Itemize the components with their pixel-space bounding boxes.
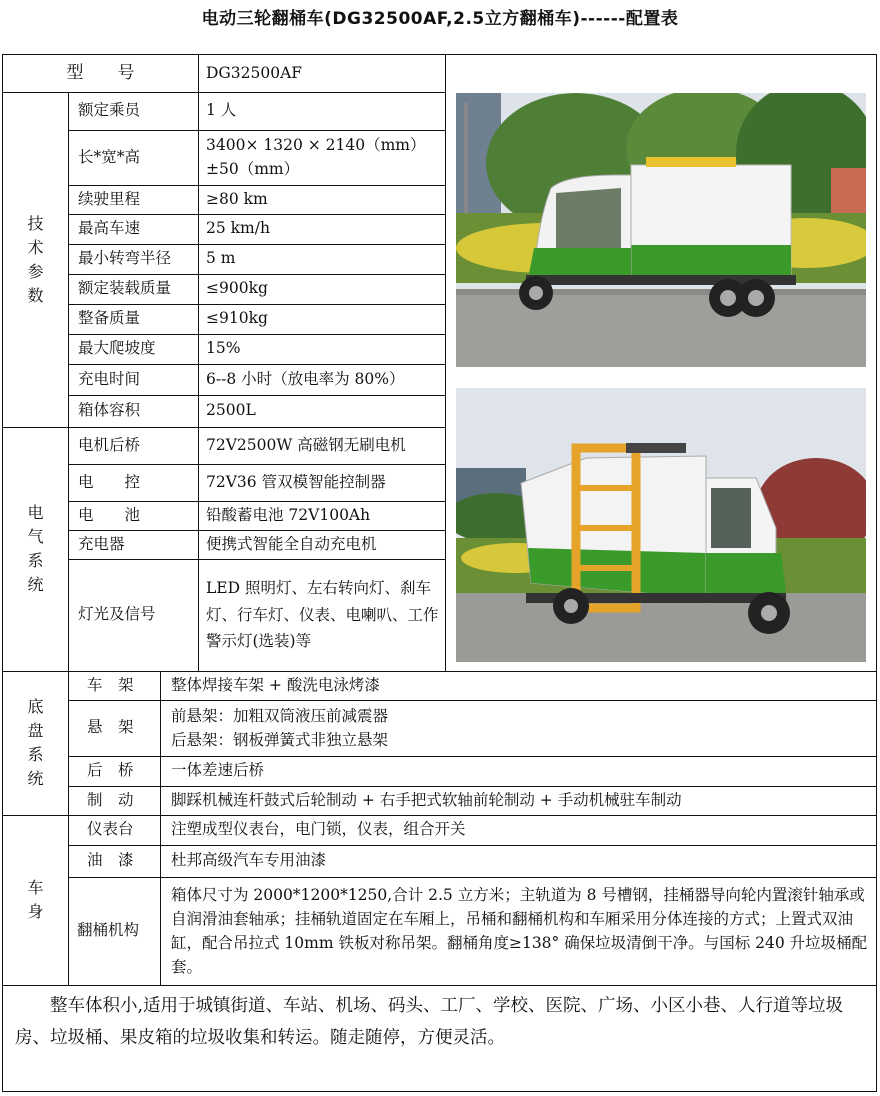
spec-sheet	[2, 54, 877, 1092]
chassis-label: 后 桥	[87, 761, 134, 780]
truck-photo-rear	[456, 388, 866, 662]
tech-value: 15%	[206, 339, 241, 358]
chassis-value: 一体差速后桥	[171, 761, 265, 780]
chassis-value: 前悬架：加粗双筒液压前减震器	[171, 706, 389, 725]
footer-description: 整车体积小,适用于城镇街道、车站、机场、码头、工厂、学校、医院、广场、小区小巷、人行道等垃圾房、垃圾桶、果皮箱的垃圾收集和转运。随走随停，方便灵活。	[15, 996, 844, 1048]
tech-label: 额定乘员	[78, 101, 141, 120]
elec-value: LED 照明灯、左右转向灯、刹车灯、行车灯、仪表、电喇叭、工作警示灯(选装)等	[206, 579, 439, 651]
tech-label: 最大爬坡度	[78, 339, 156, 358]
section-tech: 技 术 参 数	[27, 213, 44, 305]
suspension-values	[171, 700, 388, 756]
tech-label: 充电时间	[78, 369, 141, 388]
tech-label: 续驶里程	[78, 189, 141, 208]
elec-label: 充电器	[78, 534, 125, 553]
model-label: 型 号	[66, 62, 135, 83]
tech-value: 1 人	[206, 101, 237, 120]
chassis-label: 车 架	[87, 675, 134, 694]
elec-value: 铅酸蓄电池 72V100Ah	[206, 505, 371, 524]
chassis-label: 悬 架	[87, 718, 134, 737]
elec-label: 电 控	[78, 472, 141, 491]
body-value: 箱体尺寸为 2000*1200*1250,合计 2.5 立方米；主轨道为 8 号槽钢，挂桶器导向轮内置滚针轴承或自润滑油套轴承；挂桶轨道固定在车厢上，吊桶和翻桶机构和车厢采用分体连接的方式；上置式双油缸，配合吊拉式 10mm 铁板对称吊架。翻桶角度≥138° 确保垃圾清倒干净。与国标 240 升垃圾桶配套。	[171, 885, 868, 977]
body-value: 杜邦高级汽车专用油漆	[171, 851, 327, 870]
elec-label: 灯光及信号	[78, 605, 156, 624]
tech-value: 2500L	[206, 401, 256, 420]
truck-photo-side	[456, 93, 866, 367]
chassis-value: 整体焊接车架 + 酸洗电泳烤漆	[171, 675, 380, 694]
elec-value: 72V2500W 高磁钢无刷电机	[206, 435, 406, 454]
tech-value: 25 km/h	[206, 219, 270, 238]
body-label: 翻桶机构	[77, 921, 140, 940]
tech-label: 最小转弯半径	[78, 249, 172, 268]
elec-value: 72V36 管双模智能控制器	[206, 472, 386, 491]
body-label: 油 漆	[87, 851, 134, 870]
chassis-value: 脚踩机械连杆鼓式后轮制动 + 右手把式软轴前轮制动 + 手动机械驻车制动	[171, 790, 682, 809]
tech-value: 3400× 1320 × 2140（mm）±50（mm）	[206, 136, 426, 178]
tech-label: 整备质量	[78, 309, 141, 328]
page-title: 电动三轮翻桶车(DG32500AF,2.5立方翻桶车)------配置表	[201, 9, 679, 29]
tech-value: 6--8 小时（放电率为 80%）	[206, 369, 405, 388]
tech-value: ≥80 km	[206, 189, 268, 208]
tech-label: 最高车速	[78, 219, 141, 238]
tech-value: ≤910kg	[206, 309, 268, 328]
section-body: 车 身	[27, 878, 44, 921]
chassis-value: 后悬架：钢板弹簧式非独立悬架	[171, 731, 389, 749]
body-label: 仪表台	[87, 820, 134, 839]
section-electrical: 电 气 系 统	[27, 503, 44, 594]
tech-label: 额定装载质量	[78, 279, 172, 298]
elec-label: 电机后桥	[78, 435, 141, 454]
section-chassis: 底 盘 系 统	[27, 697, 44, 788]
tech-label: 长*宽*高	[78, 147, 141, 166]
body-value: 注塑成型仪表台，电门锁，仪表，组合开关	[171, 820, 466, 839]
elec-value: 便携式智能全自动充电机	[206, 534, 377, 553]
tech-value: 5 m	[206, 249, 236, 268]
tech-label: 箱体容积	[78, 401, 141, 420]
chassis-label: 制 动	[87, 790, 134, 809]
model-value: DG32500AF	[206, 63, 303, 82]
tech-value: ≤900kg	[206, 279, 268, 298]
elec-label: 电 池	[78, 505, 141, 524]
